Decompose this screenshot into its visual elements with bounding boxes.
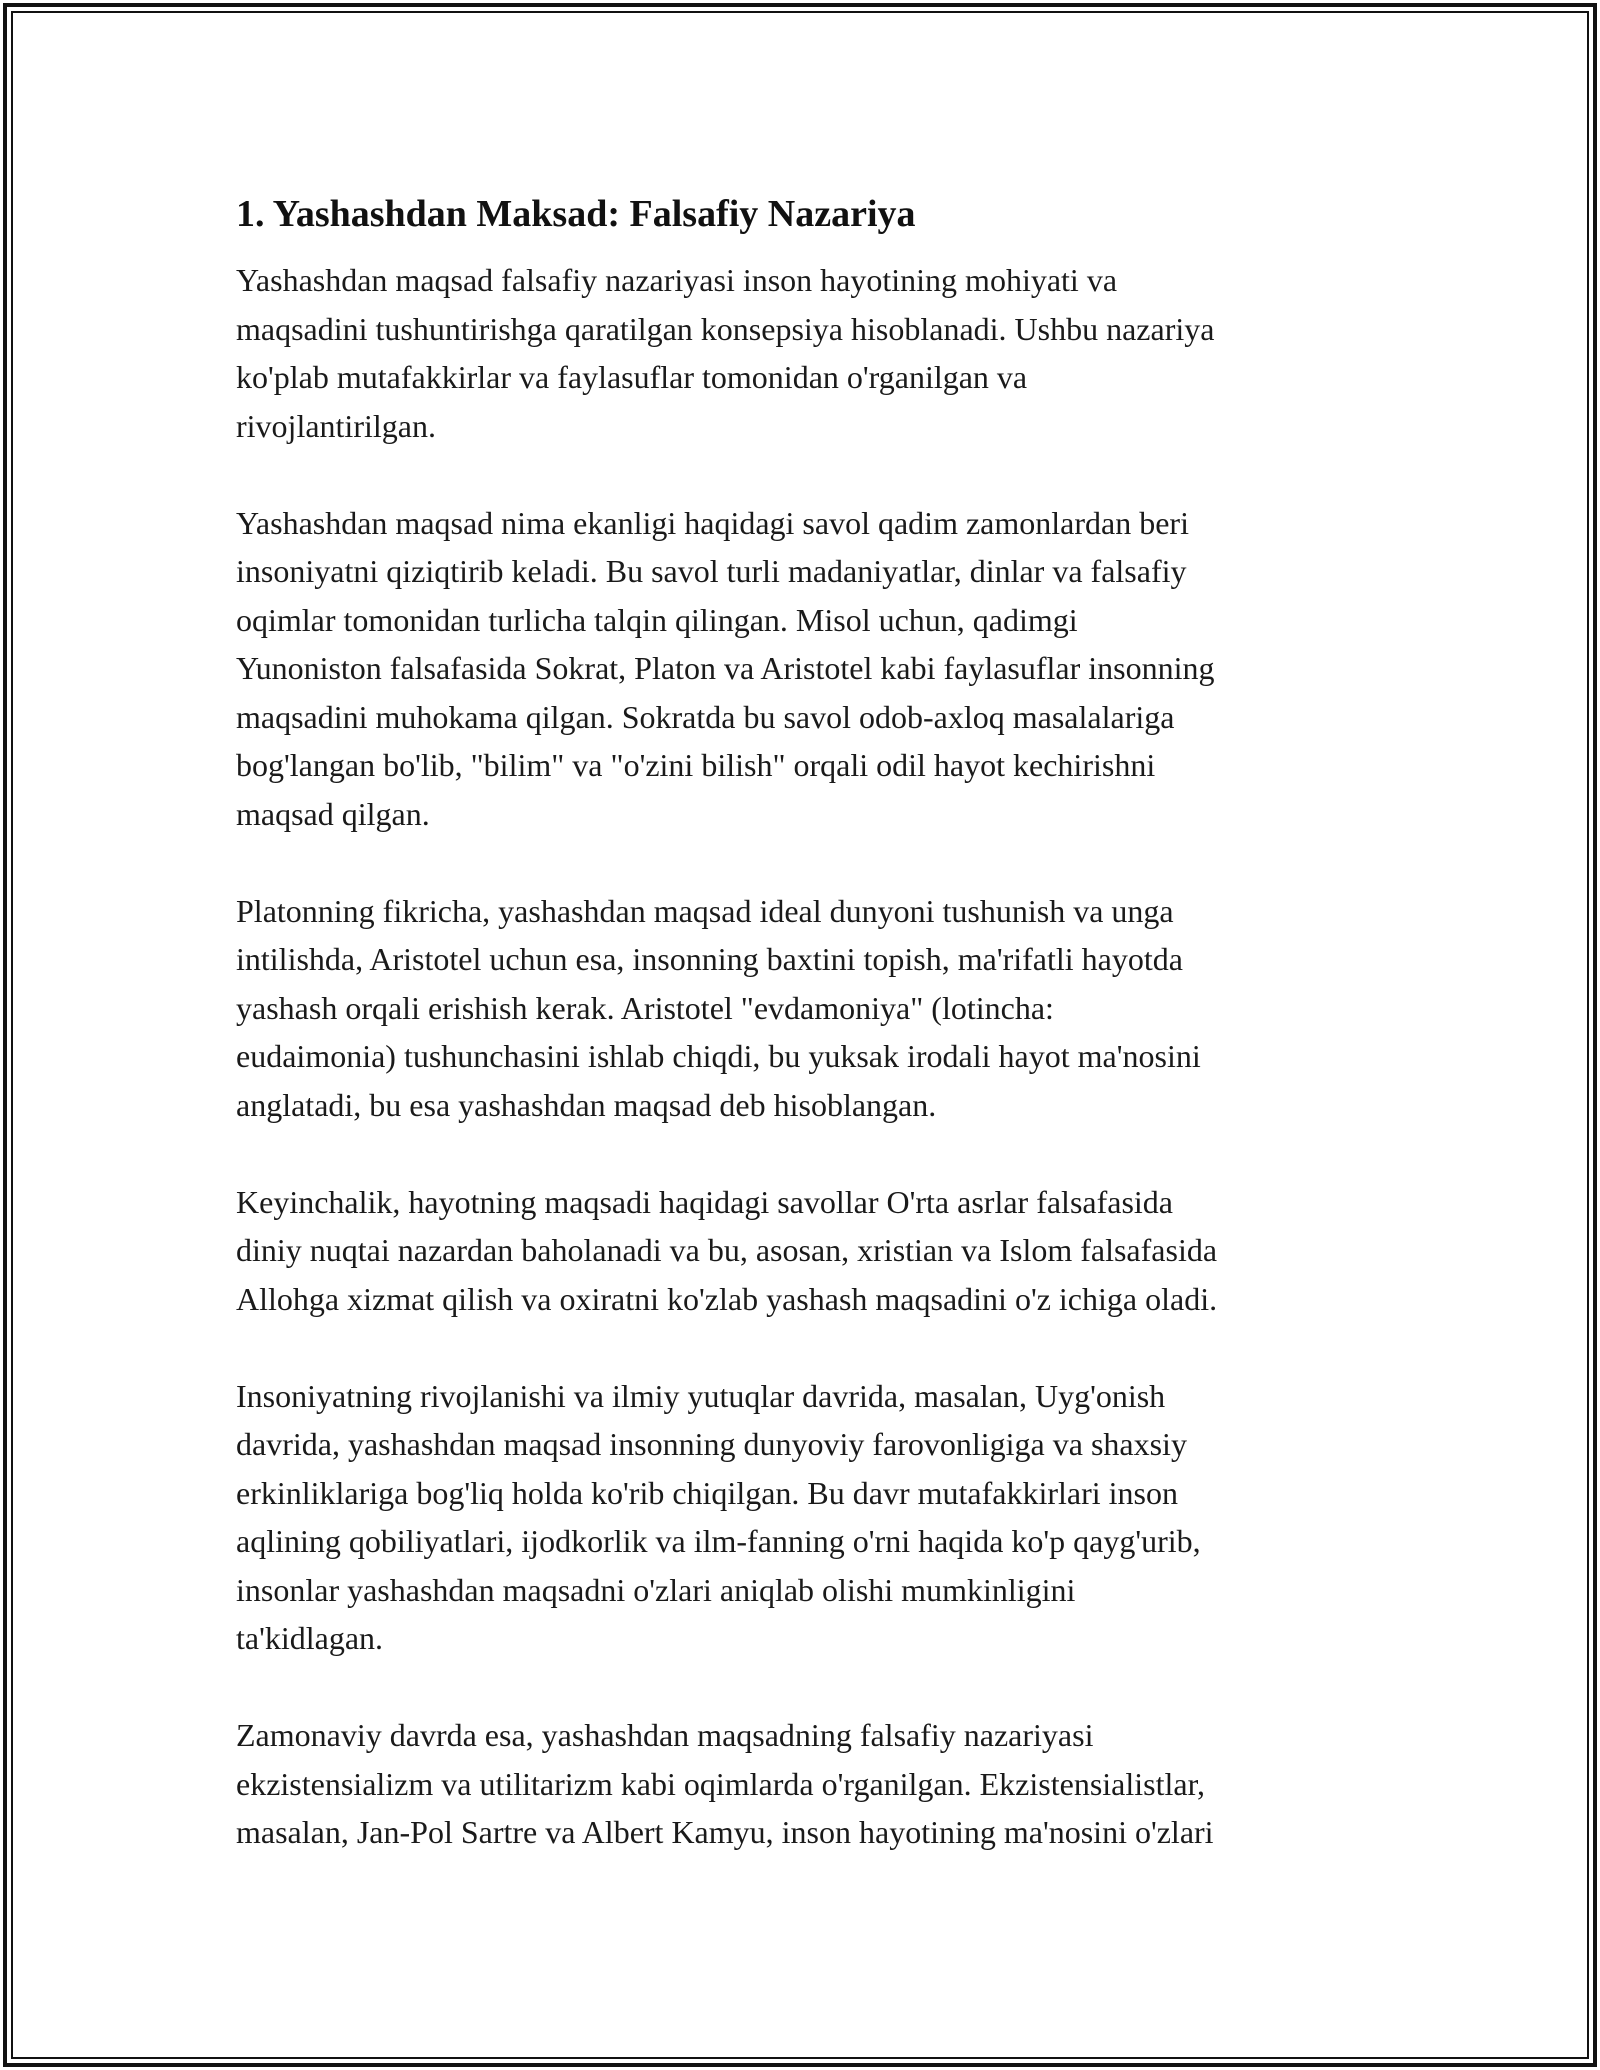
text-line: eudaimonia) tushunchasini ishlab chiqdi, bu yuksak irodali hayot ma'nosini <box>236 1038 1201 1074</box>
text-line: anglatadi, bu esa yashashdan maqsad deb hisoblangan. <box>236 1086 937 1123</box>
text-line: Yashashdan maqsad falsafiy nazariyasi inson hayotining mohiyati va <box>236 262 1118 298</box>
section-heading: 1. Yashashdan Maksad: Falsafiy Nazariya <box>236 193 916 235</box>
paragraph-middle-ages <box>236 1178 1376 1324</box>
paragraph-ancient-greece <box>236 499 1376 839</box>
text-line: ta'kidlagan. <box>236 1620 384 1656</box>
text-line: davrida, yashashdan maqsad insonning dunyoviy farovonligiga va shaxsiy <box>236 1426 1187 1462</box>
paragraph-renaissance <box>236 1372 1376 1663</box>
text-line: oqimlar tomonidan turlicha talqin qilingan. Misol uchun, qadimgi <box>236 601 1078 638</box>
text-line: Keyinchalik, hayotning maqsadi haqidagi savollar O'rta asrlar falsafasida <box>236 1183 1173 1220</box>
text-line: ko'plab mutafakkirlar va faylasuflar tomonidan o'rganilgan va <box>236 359 1028 395</box>
text-line: Yunoniston falsafasida Sokrat, Platon va Aristotel kabi faylasuflar insonning <box>236 650 1215 686</box>
paragraph-intro <box>236 256 1376 450</box>
text-line: intilishda, Aristotel uchun esa, insonning baxtini topish, ma'rifatli hayotda <box>236 941 1183 977</box>
text-line: insonlar yashashdan maqsadni o'zlari aniqlab olishi mumkinligini <box>236 1571 1076 1608</box>
text-line: masalan, Jan-Pol Sartre va Albert Kamyu, inson hayotining ma'nosini o'zlari <box>236 1814 1214 1850</box>
text-line: rivojlantirilgan. <box>236 407 436 444</box>
document-body <box>236 186 1376 1905</box>
text-line: maqsadini tushuntirishga qaratilgan konsepsiya hisoblanadi. Ushbu nazariya <box>236 310 1215 347</box>
text-line: yashash orqali erishish kerak. Aristotel "evdamoniya" (lotincha: <box>236 989 1054 1026</box>
paragraph-modern-era <box>236 1711 1376 1857</box>
text-line: maqsadini muhokama qilgan. Sokratda bu savol odob-axloq masalalariga <box>236 698 1175 735</box>
text-line: Platonning fikricha, yashashdan maqsad ideal dunyoni tushunish va unga <box>236 892 1174 929</box>
text-line: erkinliklariga bog'liq holda ko'rib chiqilgan. Bu davr mutafakkirlari inson <box>236 1474 1178 1511</box>
text-line: bog'langan bo'lib, "bilim" va "o'zini bilish" orqali odil hayot kechirishni <box>236 747 1156 783</box>
text-line: Insoniyatning rivojlanishi va ilmiy yutuqlar davrida, masalan, Uyg'onish <box>236 1377 1166 1414</box>
text-line: Yashashdan maqsad nima ekanligi haqidagi savol qadim zamonlardan beri <box>236 504 1189 541</box>
text-line: diniy nuqtai nazardan baholanadi va bu, asosan, xristian va Islom falsafasida <box>236 1232 1218 1268</box>
text-line: insoniyatni qiziqtirib keladi. Bu savol turli madaniyatlar, dinlar va falsafiy <box>236 553 1187 589</box>
paragraph-plato-aristotle <box>236 887 1376 1130</box>
text-line: Allohga xizmat qilish va oxiratni ko'zlab yashash maqsadini o'z ichiga oladi. <box>236 1280 1218 1317</box>
text-line: aqlining qobiliyatlari, ijodkorlik va ilm-fanning o'rni haqida ko'p qayg'urib, <box>236 1523 1201 1559</box>
text-line: Zamonaviy davrda esa, yashashdan maqsadning falsafiy nazariyasi <box>236 1717 1094 1753</box>
text-line: ekzistensializm va utilitarizm kabi oqimlarda o'rganilgan. Ekzistensialistlar, <box>236 1765 1205 1802</box>
text-line: maqsad qilgan. <box>236 795 430 832</box>
